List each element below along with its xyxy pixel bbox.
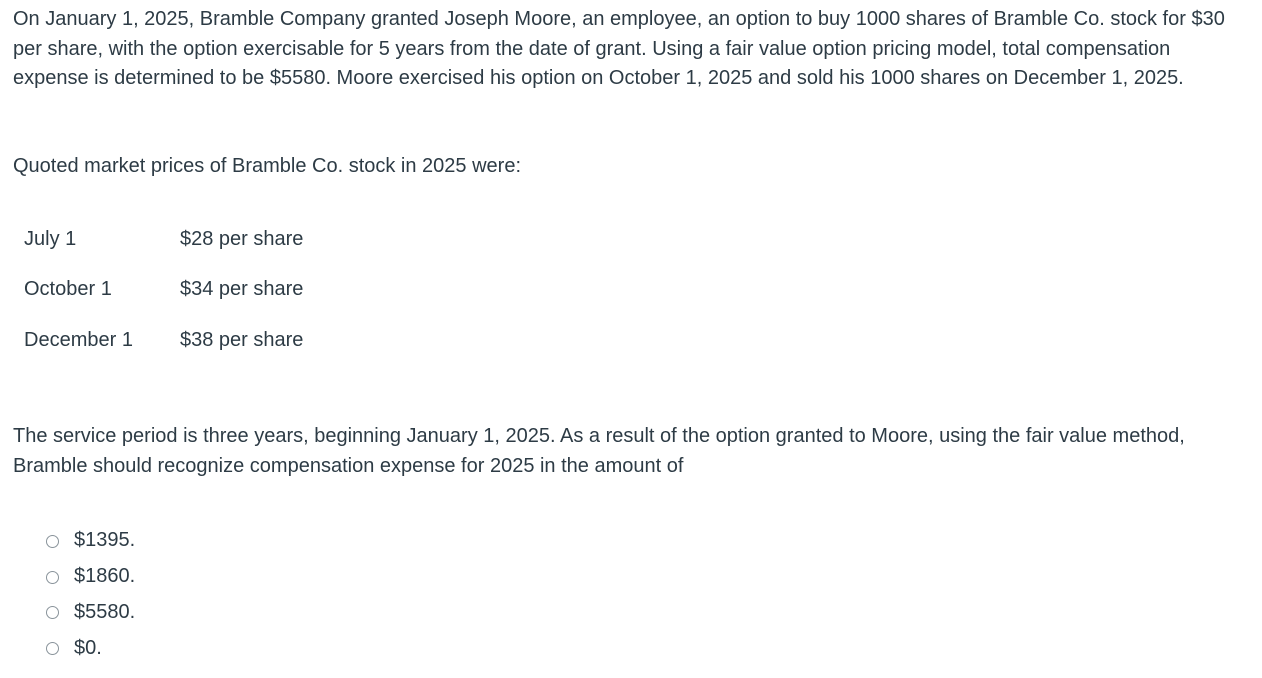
price-date: July 1 xyxy=(24,227,77,250)
answer-option-5580[interactable] xyxy=(46,595,135,631)
radio-button[interactable] xyxy=(46,606,59,619)
price-value: $28 per share xyxy=(180,227,304,250)
question-prompt: The service period is three years, beginning January 1, 2025. As a result of the option granted to Moore, using the fair value method, Bramble should recognize compensation expense for 2025 in the amount of xyxy=(13,425,1185,477)
radio-button[interactable] xyxy=(46,571,59,584)
answer-label: $0. xyxy=(74,636,102,659)
answer-option-0[interactable] xyxy=(46,630,135,666)
table-row xyxy=(13,265,303,316)
answer-label: $1395. xyxy=(74,529,136,552)
table-row xyxy=(13,315,303,366)
stock-price-table xyxy=(13,214,303,366)
price-date: December 1 xyxy=(24,328,133,351)
answer-label: $5580. xyxy=(74,600,136,623)
price-date: October 1 xyxy=(24,278,112,301)
prices-heading: Quoted market prices of Bramble Co. stock in 2025 were: xyxy=(13,155,522,177)
price-value: $38 per share xyxy=(180,328,304,351)
radio-button[interactable] xyxy=(46,535,59,548)
answer-option-1860[interactable] xyxy=(46,559,135,595)
answer-choices xyxy=(46,523,135,666)
radio-button[interactable] xyxy=(46,642,59,655)
answer-label: $1860. xyxy=(74,565,136,588)
question-intro: On January 1, 2025, Bramble Company granted Joseph Moore, an employee, an option to buy 1000 shares of Bramble Co. stock for $30 per share, with the option exercisable for 5 years from the date of grant. Using a fair value option pricing model, total compensation expense is determined to be $5580. Moore exercised his option on October 1, 2025 and sold his 1000 shares on December 1, 2025. xyxy=(13,8,1225,89)
table-row xyxy=(13,214,303,265)
price-value: $34 per share xyxy=(180,278,304,301)
answer-option-1395[interactable] xyxy=(46,523,135,559)
